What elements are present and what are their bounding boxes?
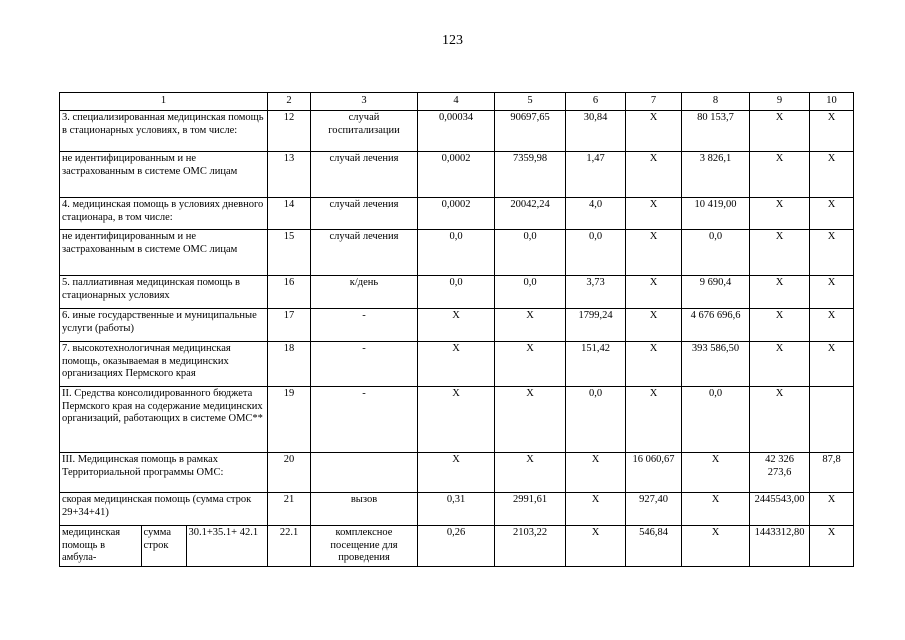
row-number-cell: 22.1 [268,526,311,567]
row-number-cell: 16 [268,276,311,309]
value-cell: X [418,342,495,387]
header-cell: 1 [60,93,268,111]
value-cell: 2445543,00 [750,493,810,526]
row-name-cell: 5. паллиативная медицинская помощь в стационарных условиях [60,276,268,309]
header-cell: 5 [495,93,566,111]
value-cell: 1799,24 [566,309,626,342]
value-cell [810,387,854,453]
value-cell: X [750,111,810,152]
value-cell: 0,0 [682,230,750,276]
value-cell: 10 419,00 [682,198,750,230]
row-name-cell [60,526,268,567]
row-name-cell: II. Средства консолидированного бюджета Пермского края на содержание медицинских организаций, работающих в системе ОМС** [60,387,268,453]
row-name-cell: 4. медицинская помощь в условиях дневного стационара, в том числе: [60,198,268,230]
row-name-part: 30.1+35.1+ 42.1 [188,527,259,538]
table-row [60,309,854,342]
value-cell: 3 826,1 [682,152,750,198]
value-cell: 0,0002 [418,152,495,198]
header-cell: 6 [566,93,626,111]
unit-cell [311,453,418,493]
value-cell: X [626,198,682,230]
value-cell: 42 326 273,6 [750,453,810,493]
value-cell: X [810,526,854,567]
table-row [60,493,854,526]
row-name-cell: не идентифицированным и не застрахованным в системе ОМС лицам [60,230,268,276]
value-cell: 7359,98 [495,152,566,198]
value-cell: 0,0 [682,387,750,453]
table-row [60,230,854,276]
unit-cell: комплексное посещение для проведения [311,526,418,567]
header-row [60,93,854,111]
value-cell: 927,40 [626,493,682,526]
value-cell: X [626,309,682,342]
value-cell: 0,00034 [418,111,495,152]
value-cell: X [566,526,626,567]
value-cell: 4,0 [566,198,626,230]
value-cell: 0,0 [566,230,626,276]
value-cell: 1443312,80 [750,526,810,567]
value-cell: X [418,453,495,493]
row-name-cell: 7. высокотехнологичная медицинская помощь, оказываемая в медицинских организациях Пермского края [60,342,268,387]
value-cell: 2103,22 [495,526,566,567]
unit-cell: вызов [311,493,418,526]
value-cell: X [626,152,682,198]
row-number-cell: 20 [268,453,311,493]
value-cell: 20042,24 [495,198,566,230]
unit-cell: - [311,387,418,453]
value-cell: 1,47 [566,152,626,198]
row-number-cell: 12 [268,111,311,152]
header-cell: 2 [268,93,311,111]
value-cell: X [626,387,682,453]
value-cell: 0,26 [418,526,495,567]
value-cell: 0,0 [495,230,566,276]
value-cell: X [495,342,566,387]
unit-cell: случай лечения [311,198,418,230]
table-row [60,152,854,198]
page-number: 123 [442,33,463,48]
row-name-part: сумма строк [141,526,186,566]
table-row [60,526,854,567]
value-cell: 0,0 [418,230,495,276]
header-cell: 3 [311,93,418,111]
value-cell: X [682,526,750,567]
header-cell: 8 [682,93,750,111]
header-cell: 9 [750,93,810,111]
value-cell: X [810,276,854,309]
value-cell: X [495,309,566,342]
value-cell: 546,84 [626,526,682,567]
value-cell: X [626,342,682,387]
header-cell: 10 [810,93,854,111]
value-cell: 9 690,4 [682,276,750,309]
row-number-cell: 21 [268,493,311,526]
value-cell: 0,0 [495,276,566,309]
table-row [60,453,854,493]
unit-cell: случай лечения [311,152,418,198]
row-number-cell: 19 [268,387,311,453]
header-cell: 7 [626,93,682,111]
value-cell: X [750,152,810,198]
unit-cell: - [311,309,418,342]
value-cell: X [626,276,682,309]
row-number-cell: 17 [268,309,311,342]
value-cell: 0,0 [566,387,626,453]
row-number-cell: 15 [268,230,311,276]
row-name-cell: 3. специализированная медицинская помощь в стационарных условиях, в том числе: [60,111,268,152]
value-cell: X [750,387,810,453]
value-cell: X [810,111,854,152]
value-cell: 2991,61 [495,493,566,526]
value-cell: 87,8 [810,453,854,493]
row-name-cell: III. Медицинская помощь в рамках Территориальной программы ОМС: [60,453,268,493]
value-cell: 3,73 [566,276,626,309]
row-name-split [60,526,267,566]
value-cell: 30,84 [566,111,626,152]
value-cell: 16 060,67 [626,453,682,493]
unit-cell: случай лечения [311,230,418,276]
value-cell: X [566,453,626,493]
value-cell: X [750,309,810,342]
value-cell: 80 153,7 [682,111,750,152]
value-cell: X [810,198,854,230]
value-cell: X [810,493,854,526]
table-row [60,276,854,309]
value-cell: 90697,65 [495,111,566,152]
value-cell: X [495,387,566,453]
value-cell: X [810,230,854,276]
row-name-cell: 6. иные государственные и муниципальные услуги (работы) [60,309,268,342]
value-cell: X [750,230,810,276]
value-cell: X [810,309,854,342]
row-name-cell: скорая медицинская помощь (сумма строк 29+34+41) [60,493,268,526]
table-row [60,111,854,152]
unit-cell: - [311,342,418,387]
row-number-cell: 13 [268,152,311,198]
value-cell: 393 586,50 [682,342,750,387]
table-row [60,387,854,453]
unit-cell: случай госпитализации [311,111,418,152]
value-cell: 4 676 696,6 [682,309,750,342]
value-cell: X [810,342,854,387]
value-cell: X [750,342,810,387]
value-cell: X [626,111,682,152]
value-cell: X [418,309,495,342]
value-cell: X [750,198,810,230]
table-row [60,198,854,230]
value-cell: X [750,276,810,309]
value-cell: X [495,453,566,493]
row-number-cell: 14 [268,198,311,230]
value-cell: 0,0 [418,276,495,309]
value-cell: X [566,493,626,526]
value-cell: X [810,152,854,198]
value-cell: X [682,453,750,493]
row-name-cell: не идентифицированным и не застрахованным в системе ОМС лицам [60,152,268,198]
value-cell: 151,42 [566,342,626,387]
header-cell: 4 [418,93,495,111]
value-cell: X [418,387,495,453]
value-cell: 0,31 [418,493,495,526]
value-cell: 0,0002 [418,198,495,230]
unit-cell: к/день [311,276,418,309]
data-table [59,92,854,567]
value-cell: X [626,230,682,276]
table-row [60,342,854,387]
value-cell: X [682,493,750,526]
row-number-cell: 18 [268,342,311,387]
row-name-part: медицинская помощь в амбула- [60,526,141,566]
